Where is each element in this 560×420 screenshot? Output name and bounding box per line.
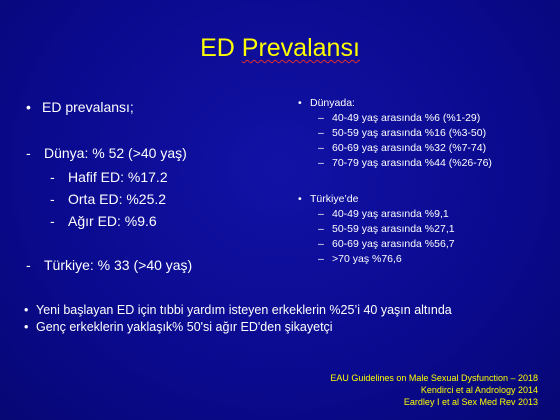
note-item: • Genç erkeklerin yaklaşık% 50'si ağır ED'den şikayetçi [24,320,333,334]
hafif-text: Hafif ED: %17.2 [68,169,168,185]
item-orta [50,190,166,208]
turkiye-text: Türkiye: % 33 (>40 yaş) [44,257,193,273]
dunyada-heading: • Dünyada: [298,97,355,109]
item-dunya [26,144,187,162]
turkiye-item: – 60-69 yaş arasında %56,7 [318,238,455,250]
dash-icon: - [50,213,55,229]
bullet-dot-icon: • [298,193,302,205]
dunya-text: Dünya: % 52 (>40 yaş) [44,145,187,161]
bullet-dot-icon: • [24,320,29,334]
item-agir [50,212,157,230]
turkiye-item: – 50-59 yaş arasında %27,1 [318,223,455,235]
bullet-dot-icon: • [298,97,302,109]
turkiye-item: – 40-49 yaş arasında %9,1 [318,208,449,220]
title-word-prevalansi: Prevalansı [241,34,360,62]
dunyada-item: – 40-49 yaş arasında %6 (%1-29) [318,112,481,124]
bullet-dot-icon: • [26,99,31,115]
bullet-ed-prevalansi [26,98,134,116]
orta-text: Orta ED: %25.2 [68,191,167,207]
turkiyede-heading: • Türkiye’de [298,193,359,205]
dunyada-item: – 50-59 yaş arasında %16 (%3-50) [318,127,487,139]
bullet-main-text: ED prevalansı; [42,99,134,115]
dash-icon: - [26,257,31,273]
item-hafif [50,168,168,186]
note-item: • Yeni başlayan ED için tıbbi yardım isteyen erkeklerin %25’i 40 yaşın altında [24,303,452,317]
dunyada-item: – 60-69 yaş arasında %32 (%7-74) [318,142,487,154]
turkiye-item: – >70 yaş %76,6 [318,253,402,265]
item-turkiye [26,256,192,274]
bullet-dot-icon: • [24,303,29,317]
title-word-ed: ED [200,34,235,62]
agir-text: Ağır ED: %9.6 [68,213,157,229]
dunyada-item: – 70-79 yaş arasında %44 (%26-76) [318,157,492,169]
reference-line: Kendirci et al Andrology 2014 [420,385,538,395]
reference-line: Eardley I et al Sex Med Rev 2013 [403,397,538,407]
dash-icon: - [26,145,31,161]
references [330,372,538,408]
reference-line: EAU Guidelines on Male Sexual Dysfunction – 2018 [330,373,538,383]
dash-icon: - [50,191,55,207]
slide-title [0,34,560,63]
dash-icon: - [50,169,55,185]
